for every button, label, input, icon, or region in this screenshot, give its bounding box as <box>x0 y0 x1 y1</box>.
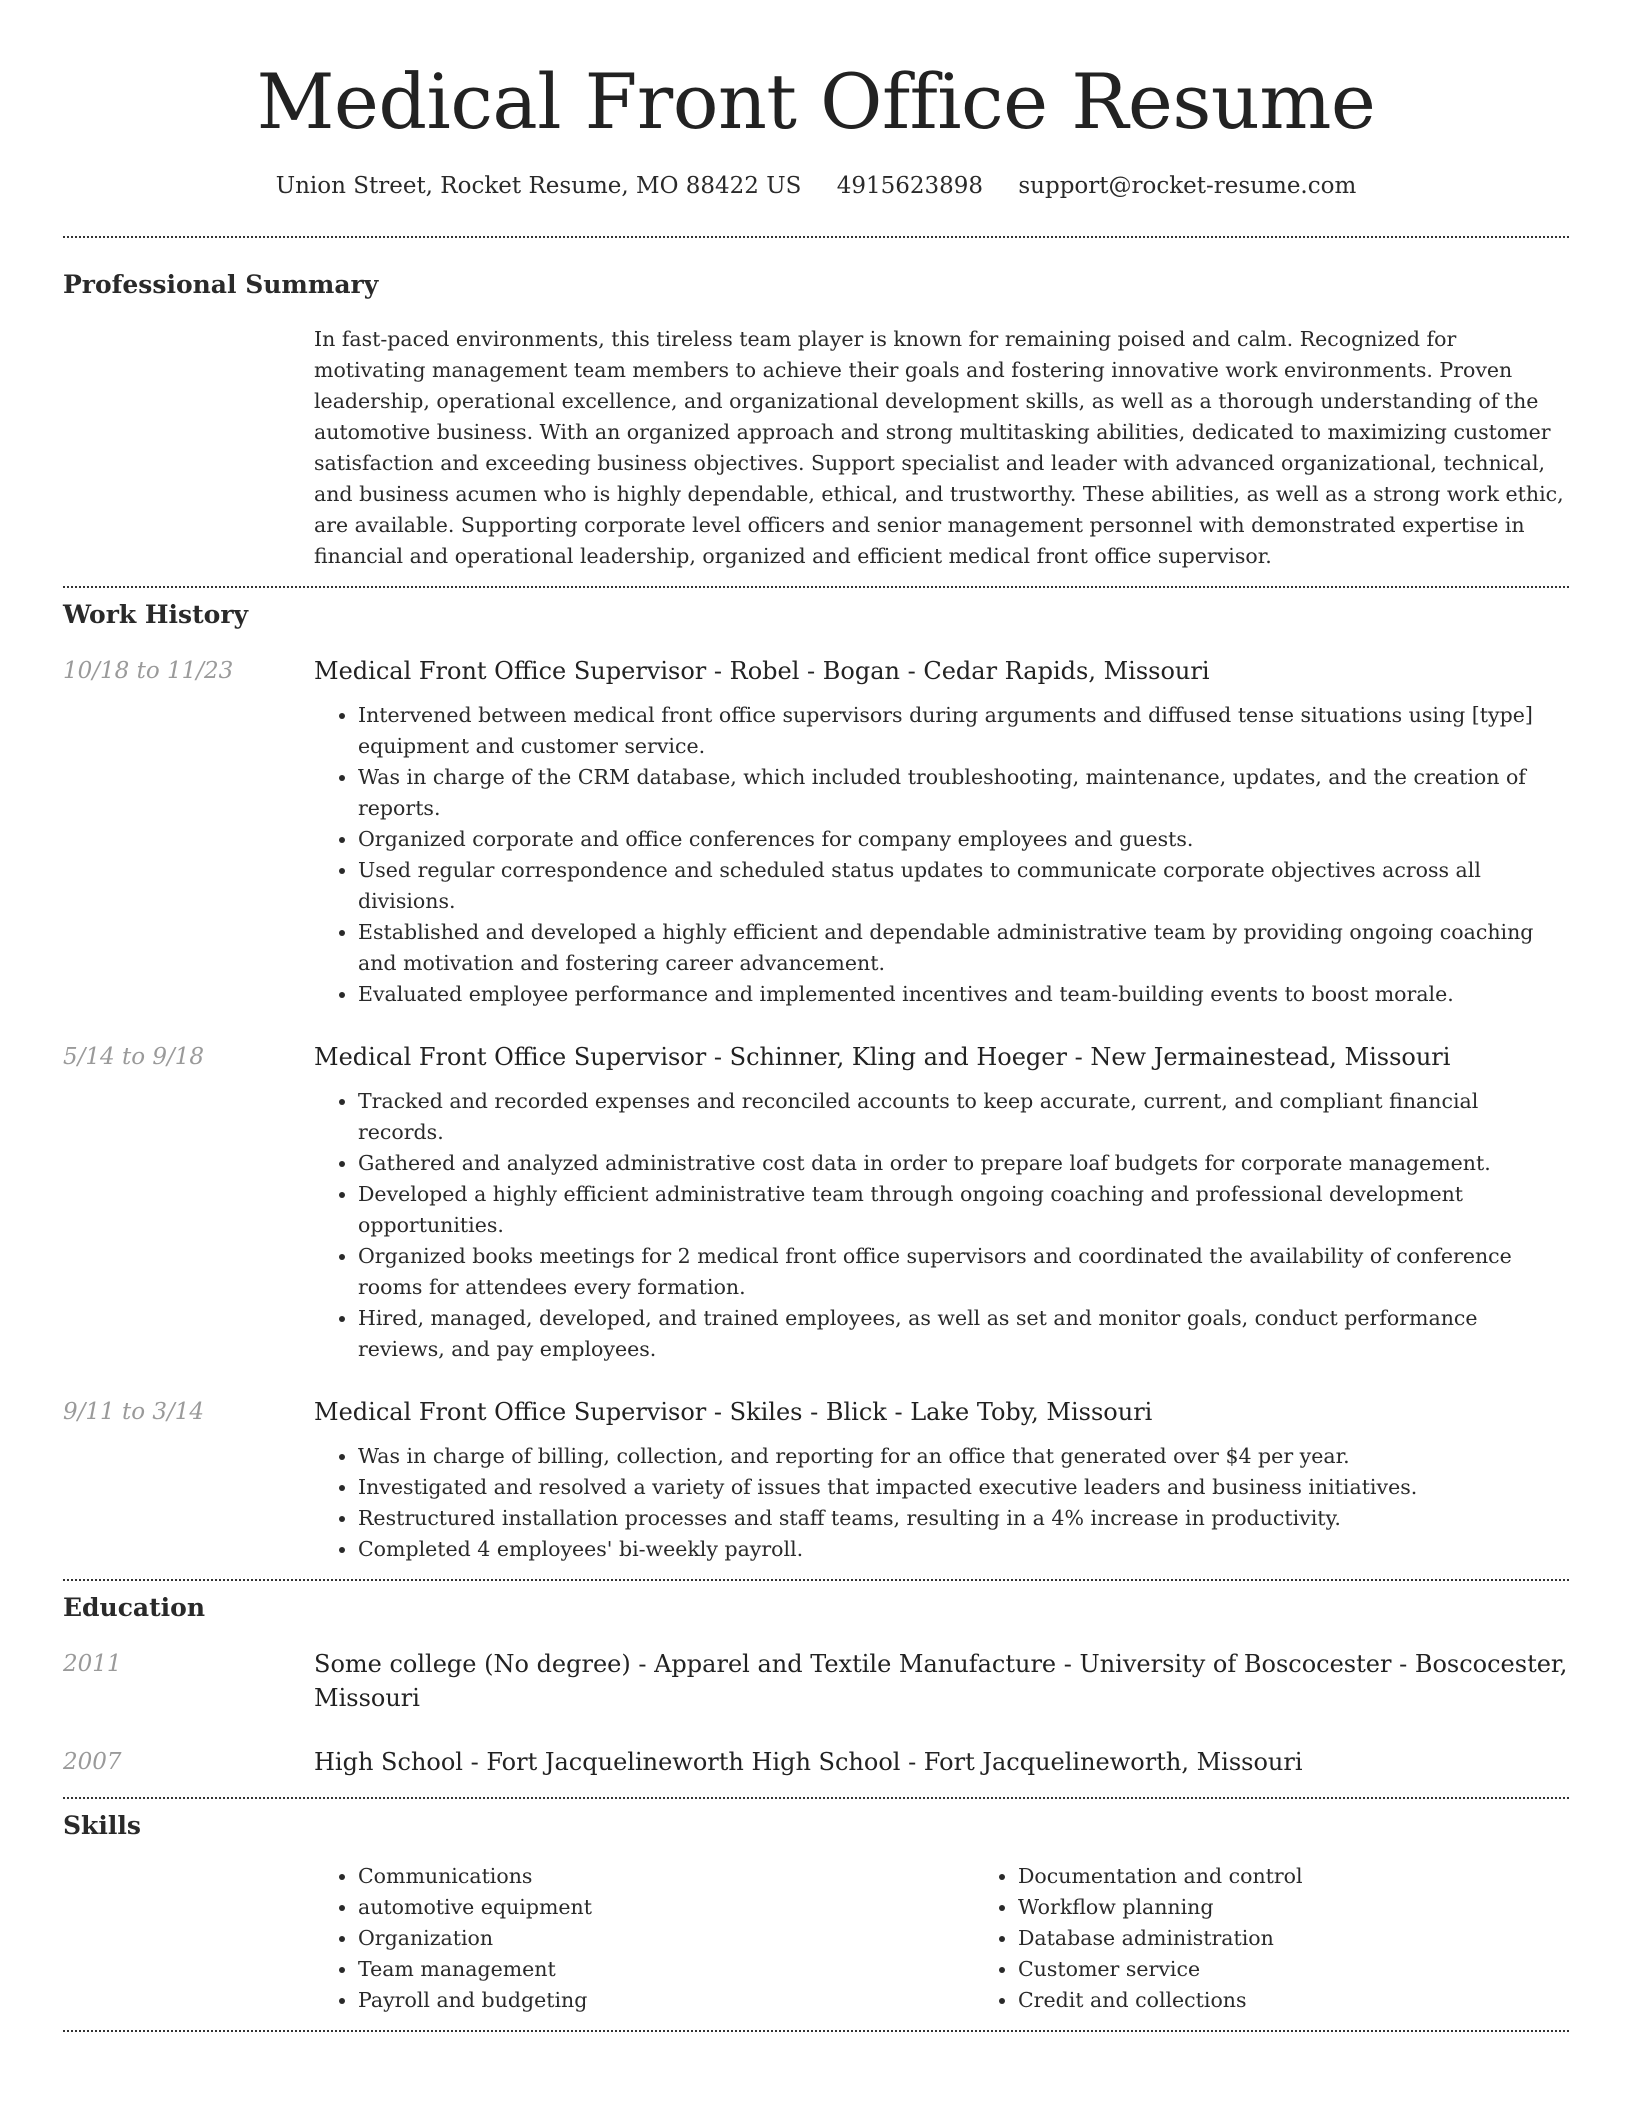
job-heading: Medical Front Office Supervisor - Schinner, Kling and Hoeger - New Jermainestead, Missouri <box>314 1043 1451 1071</box>
job-bullet: • Was in charge of billing, collection, and reporting for an office that generated over $4 per year. <box>358 1441 1569 1472</box>
job-bullet: • Investigated and resolved a variety of issues that impacted executive leaders and business initiatives. <box>358 1472 1569 1503</box>
skill-item: • Credit and collections <box>1018 1985 1632 2016</box>
education-year: 2007 <box>63 1749 122 1775</box>
job-body <box>314 1040 1569 1365</box>
education-body <box>314 1745 1569 1779</box>
job-bullets <box>314 1086 1569 1365</box>
education-year: 2011 <box>63 1651 122 1677</box>
skill-item: • automotive equipment <box>358 1892 974 1923</box>
contact-phone: 4915623898 <box>836 173 984 199</box>
skills-row <box>63 1861 1569 2016</box>
education-entry <box>63 1647 1569 1715</box>
skills-grid <box>314 1861 1569 2016</box>
skill-item: • Payroll and budgeting <box>358 1985 974 2016</box>
skill-item: • Team management <box>358 1954 974 1985</box>
resume-title: Medical Front Office Resume <box>256 57 1376 146</box>
job-bullets <box>314 700 1569 1010</box>
section-divider <box>63 1579 1569 1581</box>
section-divider <box>63 586 1569 588</box>
summary-section <box>63 268 1569 572</box>
job-dates: 10/18 to 11/23 <box>63 658 234 684</box>
skills-section <box>63 1809 1569 2016</box>
skill-item: • Customer service <box>1018 1954 1632 1985</box>
job-bullet: • Gathered and analyzed administrative cost data in order to prepare loaf budgets for corporate management. <box>358 1148 1569 1179</box>
job-bullet: • Developed a highly efficient administrative team through ongoing coaching and professional development opportunities. <box>358 1179 1569 1241</box>
education-body <box>314 1647 1569 1715</box>
job-bullet: • Organized books meetings for 2 medical front office supervisors and coordinated the availability of conference rooms for attendees every formation. <box>358 1241 1569 1303</box>
job-heading: Medical Front Office Supervisor - Skiles - Blick - Lake Toby, Missouri <box>314 1398 1153 1426</box>
skill-item: • Workflow planning <box>1018 1892 1632 1923</box>
education-entry <box>63 1745 1569 1779</box>
job-bullet: • Used regular correspondence and scheduled status updates to communicate corporate objectives across all divisions. <box>358 855 1569 917</box>
education-section <box>63 1591 1569 1779</box>
section-divider <box>63 1797 1569 1799</box>
skill-item: • Organization <box>358 1923 974 1954</box>
contact-line <box>63 170 1569 202</box>
job-body <box>314 1395 1569 1565</box>
summary-body <box>314 324 1569 572</box>
education-heading-text: Some college (No degree) - Apparel and Textile Manufacture - University of Boscocester - Boscocester, Missouri <box>314 1650 1568 1712</box>
job-body <box>314 654 1569 1010</box>
job-bullet: • Established and developed a highly efficient and dependable administrative team by providing ongoing coaching and motivation and fostering career advancement. <box>358 917 1569 979</box>
job-bullet: • Hired, managed, developed, and trained employees, as well as set and monitor goals, conduct performance reviews, and pay employees. <box>358 1303 1569 1365</box>
summary-row <box>63 324 1569 572</box>
skills-heading: Skills <box>63 1811 141 1840</box>
education-heading: Education <box>63 1593 206 1622</box>
contact-address: Union Street, Rocket Resume, MO 88422 US <box>275 173 802 199</box>
summary-heading: Professional Summary <box>63 270 379 299</box>
job-bullet: • Evaluated employee performance and implemented incentives and team-building events to boost morale. <box>358 979 1569 1010</box>
section-divider <box>63 2030 1569 2032</box>
contact-email: support@rocket-resume.com <box>1018 173 1357 199</box>
job-entry <box>63 654 1569 1010</box>
education-heading-text: High School - Fort Jacquelineworth High School - Fort Jacquelineworth, Missouri <box>314 1748 1303 1776</box>
job-bullet: • Tracked and recorded expenses and reconciled accounts to keep accurate, current, and compliant financial records. <box>358 1086 1569 1148</box>
job-bullet: • Completed 4 employees' bi-weekly payroll. <box>358 1534 1569 1565</box>
work-heading: Work History <box>63 600 249 629</box>
job-bullet: • Restructured installation processes and staff teams, resulting in a 4% increase in productivity. <box>358 1503 1569 1534</box>
work-section <box>63 598 1569 1565</box>
job-bullets <box>314 1441 1569 1565</box>
job-entry <box>63 1040 1569 1365</box>
job-dates: 5/14 to 9/18 <box>63 1044 205 1070</box>
summary-text: In fast-paced environments, this tireless team player is known for remaining poised and calm. Recognized for motivating management team members to achieve their goals and fostering innovative work environments. Proven leadership, operational excellence, and organizational development skills, as well as a thorough understanding of the automotive business. With an organized approach and strong multitasking abilities, dedicated to maximizing customer satisfaction and exceeding business objectives. Support specialist and leader with advanced organizational, technical, and business acumen who is highly dependable, ethical, and trustworthy. These abilities, as well as a strong work ethic, are available. Supporting corporate level officers and senior management personnel with demonstrated expertise in financial and operational leadership, organized and efficient medical front office supervisor. <box>314 327 1564 568</box>
job-heading: Medical Front Office Supervisor - Robel - Bogan - Cedar Rapids, Missouri <box>314 657 1210 685</box>
job-bullet: • Was in charge of the CRM database, which included troubleshooting, maintenance, updates, and the creation of reports. <box>358 762 1569 824</box>
skill-item: • Database administration <box>1018 1923 1632 1954</box>
job-bullet: • Organized corporate and office conferences for company employees and guests. <box>358 824 1569 855</box>
skills-list-left <box>314 1861 974 2016</box>
job-dates: 9/11 to 3/14 <box>63 1399 205 1425</box>
skills-list-right <box>974 1861 1632 2016</box>
section-divider <box>63 236 1569 238</box>
skill-item: • Communications <box>358 1861 974 1892</box>
job-entry <box>63 1395 1569 1565</box>
skill-item: • Documentation and control <box>1018 1861 1632 1892</box>
job-bullet: • Intervened between medical front office supervisors during arguments and diffused tense situations using [type] equipment and customer service. <box>358 700 1569 762</box>
